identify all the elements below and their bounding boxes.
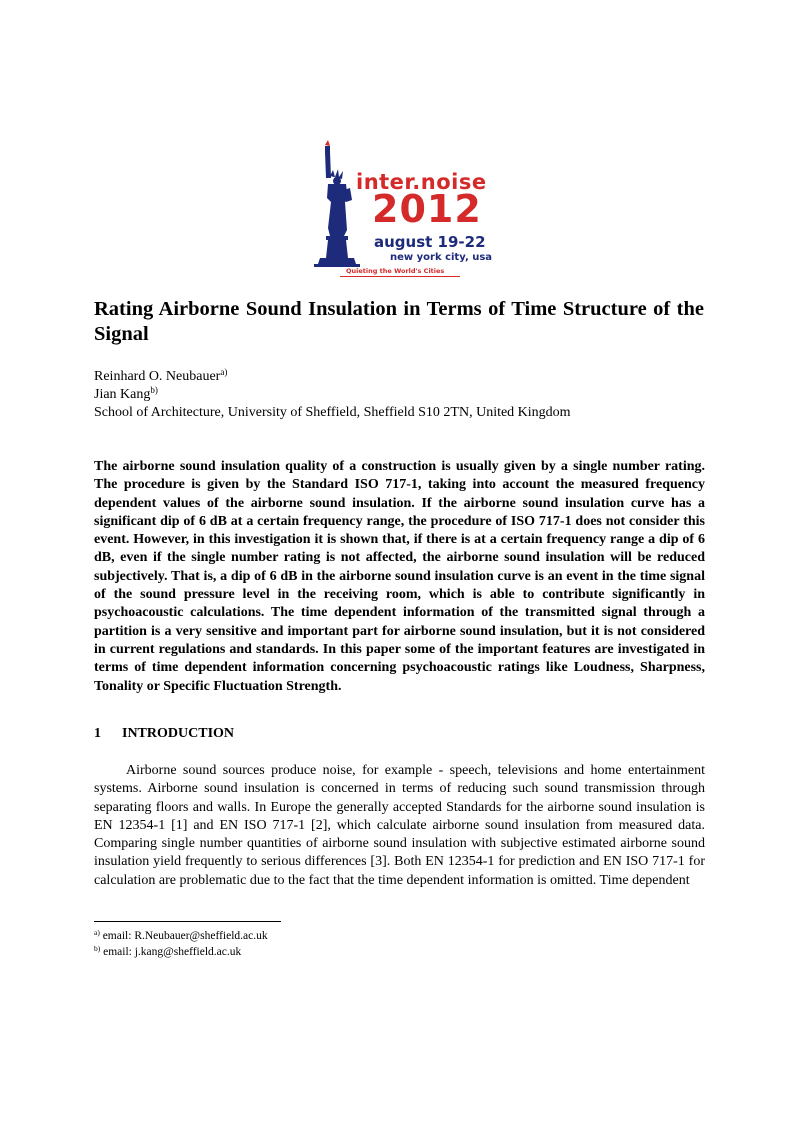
author-2 [94, 386, 704, 404]
logo-inter-noise-text: inter.noise [356, 170, 487, 194]
footnote-a [94, 928, 268, 944]
logo-year-text: 2012 [372, 187, 482, 231]
logo-date-text: august 19-22 [374, 233, 486, 251]
author-name: Reinhard O. Neubauer [94, 369, 221, 384]
conference-logo [300, 140, 500, 280]
author-1 [94, 368, 704, 386]
logo-tagline: Quieting the World's Cities [346, 267, 445, 275]
affiliation: School of Architecture, University of Sheffield, Sheffield S10 2TN, United Kingdom [94, 405, 571, 420]
author-footnote-mark: b) [150, 385, 158, 395]
paper-title: Rating Airborne Sound Insulation in Terms of Time Structure of the Signal [94, 298, 704, 345]
logo-underline [340, 276, 460, 277]
footnotes [94, 928, 268, 960]
section-number: 1 [94, 726, 101, 741]
footnote-text: email: j.kang@sheffield.ac.uk [100, 946, 242, 958]
section-title: INTRODUCTION [122, 726, 235, 741]
footnote-divider [94, 921, 281, 922]
author-block [94, 368, 704, 422]
body-paragraph: Airborne sound sources produce noise, for example - speech, televisions and home entertainment systems. Airborne sound insulation is concerned in terms of reducing such sound transmission through separating floors and walls. In Europe the generally accepted Standards for the airborne sound insulation is EN 12354-1 [1] and EN ISO 717-1 [2], which calculate airborne sound insulation from measured data. Comparing single number quantities of airborne sound insulation with subjective estimated airborne sound insulation yield frequently to serious differences [3]. Both EN 12354-1 for prediction and EN ISO 717-1 for calculation are problematic due to the fact that the time dependent information is omitted. Time dependent [94, 763, 705, 888]
abstract: The airborne sound insulation quality of a construction is usually given by a single number rating. The procedure is given by the Standard ISO 717-1, taking into account the measured frequency dependent values of the airborne sound insulation. If the airborne sound insulation curve has a significant dip of 6 dB at a certain frequency range, the procedure of ISO 717-1 does not consider this event. However, in this investigation it is shown that, if there is at a certain frequency range a dip of 6 dB, even if the single number rating is not affected, the airborne sound insulation will be reduced subjectively. That is, a dip of 6 dB in the airborne sound insulation curve is an event in the time signal of the sound pressure level in the receiving room, which is able to contribute significantly in psychoacoustic calculations. The time dependent information of the transmitted signal through a partition is a very sensitive and important part for airborne sound insulation, but it is not considered in current regulations and standards. In this paper some of the important features are investigated in terms of time dependent information concerning psychoacoustic ratings like Loudness, Sharpness, Tonality or Specific Fluctuation Strength. [94, 459, 705, 694]
footnote-mark: b) [94, 944, 101, 953]
logo-location-text: new york city, usa [390, 252, 493, 263]
section-heading [94, 726, 234, 742]
author-name: Jian Kang [94, 387, 151, 402]
author-footnote-mark: a) [220, 367, 228, 377]
footnote-b [94, 944, 268, 960]
footnote-mark: a) [94, 928, 100, 937]
footnote-text: email: R.Neubauer@sheffield.ac.uk [99, 930, 268, 942]
